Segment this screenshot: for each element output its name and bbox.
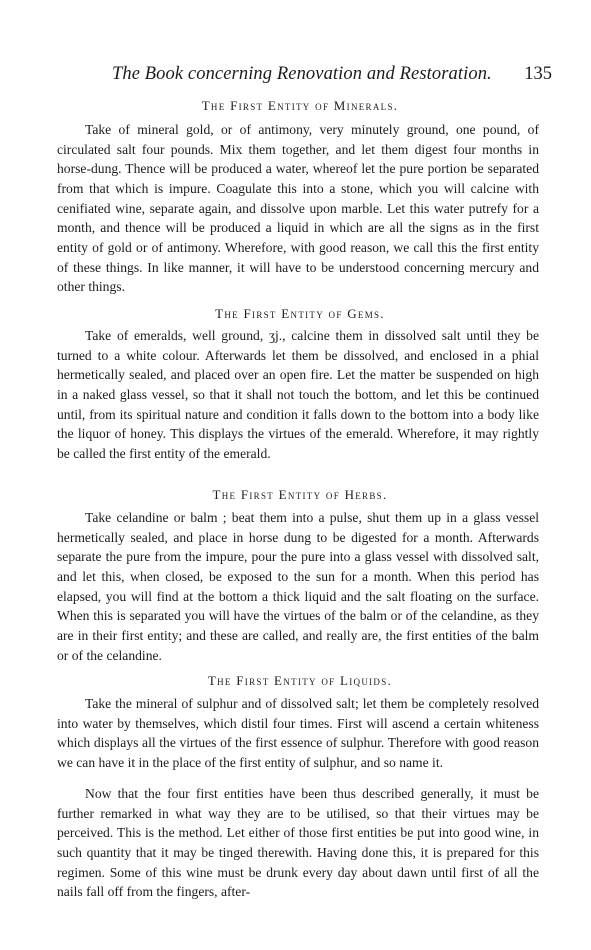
paragraph-gems: Take of emeralds, well ground, ʒj., calcine them in dissolved salt until they be turned to a white colour. Afterwards let them be dissolved, and enclosed in a phial hermetically sealed, and placed over an open fire. Let the matter be suspended on high in a naked glass vessel, so that it shall not touch the bottom, and let this be continued until, from its spiritual nature and condition it falls down to the bottom into a body like the liquor of honey. This displays the virtues of the emerald. Wherefore, it may rightly be called the first entity of the emerald. <box>57 328 539 461</box>
page-number: 135 <box>524 64 552 84</box>
section-heading-minerals: The First Entity of Minerals. <box>201 98 399 113</box>
section-heading-gems: The First Entity of Gems. <box>215 306 385 321</box>
paragraph-minerals: Take of mineral gold, or of antimony, very minutely ground, one pound, of circulated salt four pounds. Mix them together, and let them digest four months in horse-dung. Thence will be produced a water, whereof let the pure portion be separated from that which is impure. Coagulate this into a stone, which you will calcine with cenifiated wine, separate again, and dissolve upon marble. Let this water putrefy for a month, and thence will be produced a liquid in which are all the signs as in the first entity of gold or of antimony. Wherefore, with good reason, we call this the first entity of these things. In like manner, it will have to be understood concerning mercury and other things. <box>57 122 539 295</box>
paragraph-herbs: Take celandine or balm ; beat them into a pulse, shut them up in a glass vessel hermetically sealed, and place in horse dung to be digested for a month. Afterwards separate the pure from the impure, pour the pure into a glass vessel with dissolved salt, and let this, when closed, be exposed to the sun for a month. When this period has elapsed, you will find at the bottom a thick liquid and the salt floating on the surface. When this is separated you will have the virtues of the balm or of the celandine, as they are in their first entity; and these are called, and really are, the first entities of the balm or of the celandine. <box>57 510 539 663</box>
running-head <box>112 64 552 88</box>
section-heading-liquids: The First Entity of Liquids. <box>207 673 393 688</box>
paragraph-usage: Now that the four first entities have been thus described generally, it must be further remarked in what way they are to be utilised, so that their virtues may be perceived. This is the method. Let either of those first entities be put into good wine, in such quantity that it may be tinged therewith. Having done this, it is prepared for this regimen. Some of this wine must be drunk every day about dawn until first of all the nails fall off from the fingers, after- <box>57 786 539 900</box>
section-heading-herbs: The First Entity of Herbs. <box>212 487 388 502</box>
paragraph-liquids: Take the mineral of sulphur and of dissolved salt; let them be completely resolved into water by themselves, which distil four times. First will ascend a certain whiteness which displays all the virtues of the first essence of sulphur. Therefore with good reason we can have it in the place of the first entity of sulphur, and so name it. <box>57 696 539 770</box>
running-head-title: The Book concerning Renovation and Restoration. <box>112 64 492 84</box>
